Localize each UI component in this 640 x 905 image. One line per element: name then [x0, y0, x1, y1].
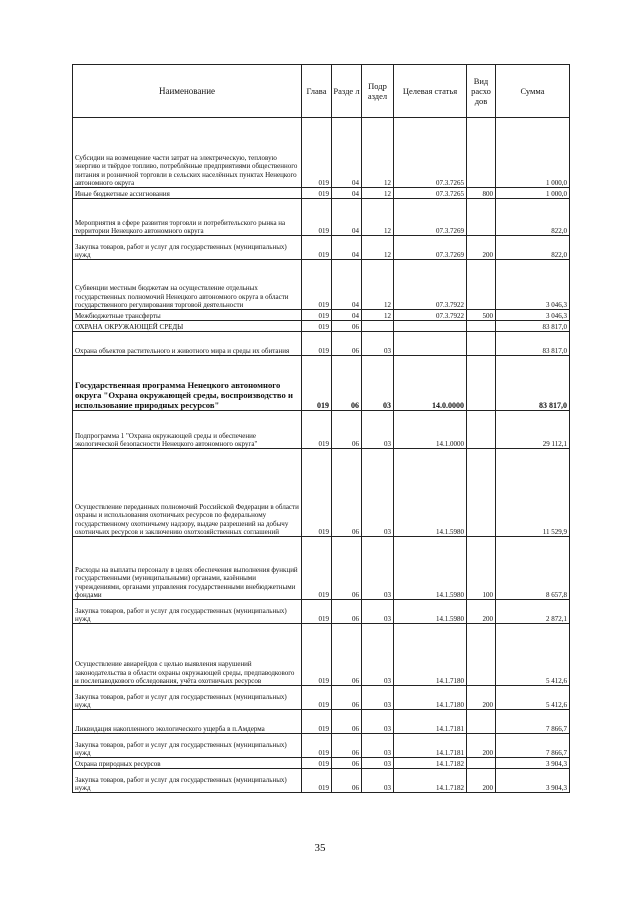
cell-target-article: 07.3.7269 [394, 199, 467, 236]
cell-name: ОХРАНА ОКРУЖАЮЩЕЙ СРЕДЫ [73, 321, 302, 332]
cell-target-article: 14.1.7180 [394, 624, 467, 686]
cell-chapter: 019 [302, 199, 332, 236]
cell-expense-kind: 200 [467, 734, 496, 758]
cell-expense-kind [467, 624, 496, 686]
cell-sum: 7 866,7 [496, 710, 570, 734]
table-row [73, 356, 570, 411]
cell-expense-kind [467, 356, 496, 411]
cell-target-article: 07.3.7269 [394, 236, 467, 260]
cell-sum: 3 046,3 [496, 260, 570, 310]
table-row [73, 188, 570, 199]
cell-expense-kind: 500 [467, 310, 496, 321]
cell-name: Субсидии на возмещение части затрат на электрическую, тепловую энергию и твёрдое топливо, потреблённые предприятиями общественного питания и розничной торговли в сельских населённых пунктах Ненецкого автономного округа [73, 118, 302, 188]
header-sum: Сумма [496, 65, 570, 118]
cell-sum: 1 000,0 [496, 188, 570, 199]
cell-sum: 3 904,3 [496, 758, 570, 769]
table-row [73, 624, 570, 686]
cell-name: Расходы на выплаты персоналу в целях обеспечения выполнения функций государственными (муниципальными) органами, казёнными учреждениями, органами управления государственными внебюджетными фондами [73, 537, 302, 600]
cell-name: Закупка товаров, работ и услуг для государственных (муниципальных) нужд [73, 686, 302, 710]
page-number: 35 [314, 842, 326, 854]
cell-name: Ликвидация накопленного экологического ущерба в п.Амдерма [73, 710, 302, 734]
cell-sum: 7 866,7 [496, 734, 570, 758]
cell-section: 04 [332, 236, 362, 260]
table-body [73, 118, 570, 793]
cell-target-article: 07.3.7922 [394, 310, 467, 321]
cell-chapter: 019 [302, 686, 332, 710]
cell-subsection: 12 [362, 199, 394, 236]
cell-sum: 5 412,6 [496, 624, 570, 686]
cell-target-article [394, 321, 467, 332]
cell-target-article: 07.3.7265 [394, 188, 467, 199]
cell-section: 06 [332, 537, 362, 600]
header-target-article: Целевая статья [394, 65, 467, 118]
cell-subsection: 03 [362, 686, 394, 710]
cell-sum: 822,0 [496, 236, 570, 260]
header-expense-kind: Вид расхо дов [467, 65, 496, 118]
table-row [73, 321, 570, 332]
table-row [73, 449, 570, 537]
cell-sum: 5 412,6 [496, 686, 570, 710]
cell-section: 04 [332, 199, 362, 236]
cell-expense-kind [467, 199, 496, 236]
cell-section: 06 [332, 758, 362, 769]
cell-chapter: 019 [302, 118, 332, 188]
cell-subsection: 12 [362, 236, 394, 260]
header-subsection: Подр аздел [362, 65, 394, 118]
cell-sum: 29 112,1 [496, 411, 570, 449]
cell-sum: 83 817,0 [496, 356, 570, 411]
cell-chapter: 019 [302, 710, 332, 734]
table-row [73, 734, 570, 758]
cell-target-article: 14.1.0000 [394, 411, 467, 449]
cell-sum: 83 817,0 [496, 332, 570, 356]
cell-section: 04 [332, 310, 362, 321]
cell-subsection: 03 [362, 449, 394, 537]
cell-expense-kind: 200 [467, 236, 496, 260]
cell-expense-kind [467, 411, 496, 449]
cell-section: 06 [332, 710, 362, 734]
cell-target-article: 14.1.5980 [394, 537, 467, 600]
cell-subsection: 03 [362, 758, 394, 769]
cell-name: Закупка товаров, работ и услуг для государственных (муниципальных) нужд [73, 769, 302, 793]
cell-expense-kind [467, 321, 496, 332]
cell-subsection: 12 [362, 260, 394, 310]
cell-expense-kind: 100 [467, 537, 496, 600]
header-chapter: Глава [302, 65, 332, 118]
cell-name: Охрана объектов растительного и животного мира и среды их обитания [73, 332, 302, 356]
cell-sum: 2 872,1 [496, 600, 570, 624]
cell-subsection: 12 [362, 188, 394, 199]
cell-subsection: 03 [362, 411, 394, 449]
cell-section: 06 [332, 321, 362, 332]
cell-target-article: 14.1.7182 [394, 769, 467, 793]
cell-section: 06 [332, 356, 362, 411]
table-row [73, 411, 570, 449]
cell-expense-kind: 800 [467, 188, 496, 199]
budget-table [72, 64, 570, 793]
cell-subsection: 03 [362, 710, 394, 734]
table-row [73, 758, 570, 769]
table-row [73, 332, 570, 356]
cell-chapter: 019 [302, 449, 332, 537]
table-row [73, 118, 570, 188]
cell-target-article: 14.1.5980 [394, 449, 467, 537]
cell-section: 06 [332, 624, 362, 686]
cell-subsection [362, 321, 394, 332]
cell-chapter: 019 [302, 321, 332, 332]
cell-sum: 822,0 [496, 199, 570, 236]
cell-chapter: 019 [302, 758, 332, 769]
cell-section: 06 [332, 769, 362, 793]
cell-sum: 3 904,3 [496, 769, 570, 793]
cell-name: Осуществление авиарейдов с целью выявления нарушений законодательства в области охраны окружающей среды, предпаводкового и послепаводкового обследования, учёта охотничьих ресурсов [73, 624, 302, 686]
cell-chapter: 019 [302, 537, 332, 600]
cell-chapter: 019 [302, 769, 332, 793]
cell-name: Государственная программа Ненецкого автономного округа "Охрана окружающей среды, воспроизводство и использование природных ресурсов" [73, 356, 302, 411]
cell-chapter: 019 [302, 332, 332, 356]
cell-chapter: 019 [302, 600, 332, 624]
table-row [73, 199, 570, 236]
cell-section: 06 [332, 734, 362, 758]
cell-section: 04 [332, 260, 362, 310]
cell-sum: 11 529,9 [496, 449, 570, 537]
cell-target-article: 14.1.7181 [394, 710, 467, 734]
cell-chapter: 019 [302, 734, 332, 758]
cell-target-article: 07.3.7922 [394, 260, 467, 310]
cell-chapter: 019 [302, 310, 332, 321]
table-row [73, 710, 570, 734]
cell-section: 04 [332, 188, 362, 199]
cell-target-article: 14.0.0000 [394, 356, 467, 411]
cell-name: Закупка товаров, работ и услуг для государственных (муниципальных) нужд [73, 600, 302, 624]
cell-chapter: 019 [302, 260, 332, 310]
cell-section: 06 [332, 600, 362, 624]
cell-expense-kind: 200 [467, 769, 496, 793]
cell-name: Подпрограмма 1 "Охрана окружающей среды и обеспечение экологической безопасности Ненецкого автономного округа" [73, 411, 302, 449]
cell-subsection: 12 [362, 118, 394, 188]
cell-chapter: 019 [302, 188, 332, 199]
cell-subsection: 03 [362, 769, 394, 793]
cell-subsection: 12 [362, 310, 394, 321]
cell-name: Закупка товаров, работ и услуг для государственных (муниципальных) нужд [73, 734, 302, 758]
cell-name: Межбюджетные трансферты [73, 310, 302, 321]
header-section: Разде л [332, 65, 362, 118]
cell-subsection: 03 [362, 734, 394, 758]
table-row [73, 236, 570, 260]
cell-target-article: 14.1.7181 [394, 734, 467, 758]
cell-expense-kind [467, 449, 496, 537]
table-row [73, 769, 570, 793]
cell-name: Закупка товаров, работ и услуг для государственных (муниципальных) нужд [73, 236, 302, 260]
cell-name: Субвенции местным бюджетам на осуществление отдельных государственных полномочий Ненецкого автономного округа в области государственного регулирования торговой деятельности [73, 260, 302, 310]
cell-subsection: 03 [362, 537, 394, 600]
cell-section: 06 [332, 686, 362, 710]
cell-target-article [394, 332, 467, 356]
cell-expense-kind: 200 [467, 686, 496, 710]
cell-target-article: 07.3.7265 [394, 118, 467, 188]
cell-sum: 3 046,3 [496, 310, 570, 321]
cell-chapter: 019 [302, 236, 332, 260]
cell-chapter: 019 [302, 624, 332, 686]
cell-section: 06 [332, 449, 362, 537]
cell-expense-kind [467, 758, 496, 769]
table-header-row [73, 65, 570, 118]
table-row [73, 600, 570, 624]
cell-expense-kind [467, 710, 496, 734]
table-row [73, 310, 570, 321]
cell-expense-kind [467, 332, 496, 356]
cell-name: Осуществление переданных полномочий Российской Федерации в области охраны и использования охотничьих ресурсов по федеральному государственному охотничьему надзору, выдаче разрешений на добычу охотничьих ресурсов и заключению охотхозяйственных соглашений [73, 449, 302, 537]
cell-sum: 1 000,0 [496, 118, 570, 188]
cell-name: Охрана природных ресурсов [73, 758, 302, 769]
cell-chapter: 019 [302, 411, 332, 449]
cell-chapter: 019 [302, 356, 332, 411]
table-row [73, 686, 570, 710]
cell-section: 04 [332, 118, 362, 188]
cell-name: Мероприятия в сфере развития торговли и потребительского рынка на территории Ненецкого автономного округа [73, 199, 302, 236]
cell-sum: 83 817,0 [496, 321, 570, 332]
cell-sum: 8 657,8 [496, 537, 570, 600]
cell-subsection: 03 [362, 624, 394, 686]
cell-expense-kind [467, 260, 496, 310]
table-row [73, 260, 570, 310]
cell-expense-kind: 200 [467, 600, 496, 624]
cell-target-article: 14.1.7182 [394, 758, 467, 769]
cell-section: 06 [332, 332, 362, 356]
cell-target-article: 14.1.5980 [394, 600, 467, 624]
table-row [73, 537, 570, 600]
cell-name: Иные бюджетные ассигнования [73, 188, 302, 199]
cell-subsection: 03 [362, 356, 394, 411]
cell-subsection: 03 [362, 332, 394, 356]
cell-subsection: 03 [362, 600, 394, 624]
header-name: Наименование [73, 65, 302, 118]
cell-expense-kind [467, 118, 496, 188]
cell-target-article: 14.1.7180 [394, 686, 467, 710]
cell-section: 06 [332, 411, 362, 449]
